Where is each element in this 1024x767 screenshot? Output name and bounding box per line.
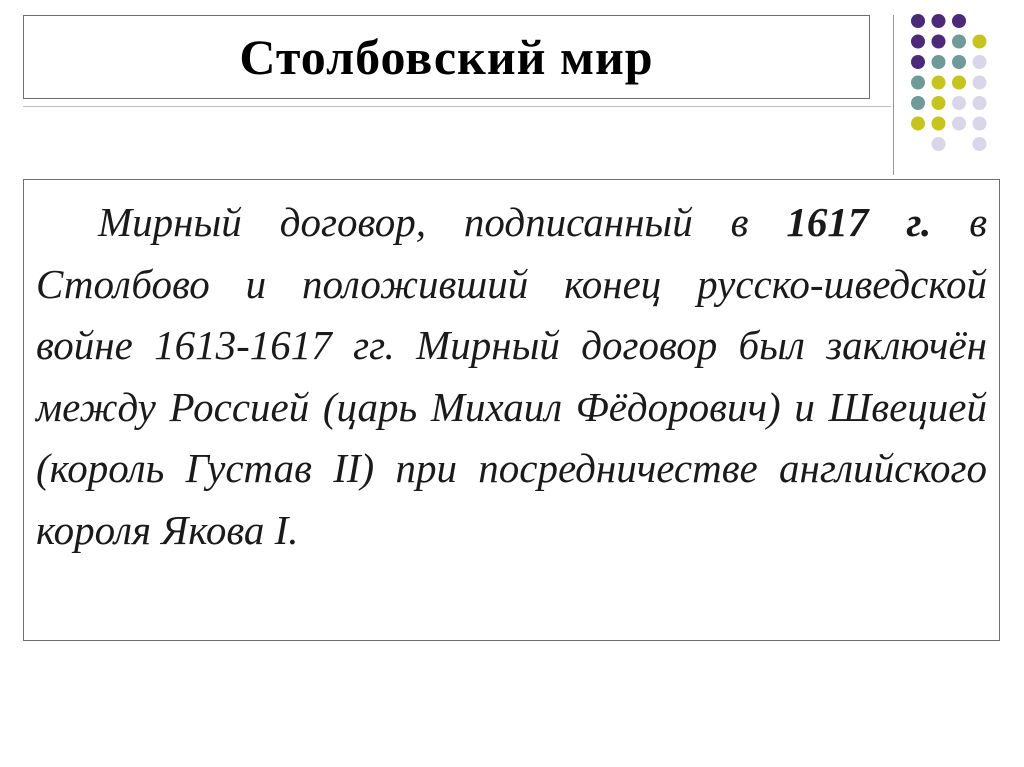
body-text-part-1: Мирный договор, подписанный в bbox=[98, 199, 787, 245]
decorative-dot bbox=[932, 76, 946, 90]
decorative-dot bbox=[952, 117, 966, 131]
decorative-dot bbox=[932, 117, 946, 131]
body-text-year: 1617 г. bbox=[786, 199, 932, 245]
decorative-dot bbox=[973, 137, 987, 151]
decorative-dot bbox=[952, 35, 966, 49]
decorative-dot bbox=[973, 96, 987, 110]
decorative-dot bbox=[973, 35, 987, 49]
header-divider-vertical bbox=[893, 15, 894, 175]
decorative-dot bbox=[932, 96, 946, 110]
decorative-dot bbox=[932, 14, 946, 28]
body-text-part-2: в Столбово и положивший конец русско-шведской войне 1613-1617 гг. Мирный договор был заключён между Россией (царь Михаил Фёдорович) и Швецией (король Густав II) при посредничестве английского короля Якова I. bbox=[36, 199, 987, 553]
header-divider-horizontal bbox=[23, 106, 891, 107]
body-box bbox=[23, 179, 1000, 641]
body-paragraph bbox=[36, 192, 987, 561]
decorative-dot bbox=[911, 76, 925, 90]
decorative-dot bbox=[911, 14, 925, 28]
decorative-dot bbox=[973, 76, 987, 90]
decorative-dot bbox=[973, 117, 987, 131]
decorative-dot bbox=[911, 96, 925, 110]
decorative-dot bbox=[911, 55, 925, 69]
decorative-dot bbox=[952, 55, 966, 69]
decorative-dot bbox=[932, 35, 946, 49]
decorative-dot bbox=[952, 76, 966, 90]
decorative-dot bbox=[932, 137, 946, 151]
slide-title: Столбовский мир bbox=[239, 29, 654, 85]
title-box bbox=[23, 15, 870, 99]
decorative-dot bbox=[973, 55, 987, 69]
decorative-dot bbox=[911, 35, 925, 49]
decorative-dot bbox=[952, 96, 966, 110]
decorative-dot bbox=[952, 14, 966, 28]
decorative-dot bbox=[932, 55, 946, 69]
decorative-dot bbox=[911, 117, 925, 131]
